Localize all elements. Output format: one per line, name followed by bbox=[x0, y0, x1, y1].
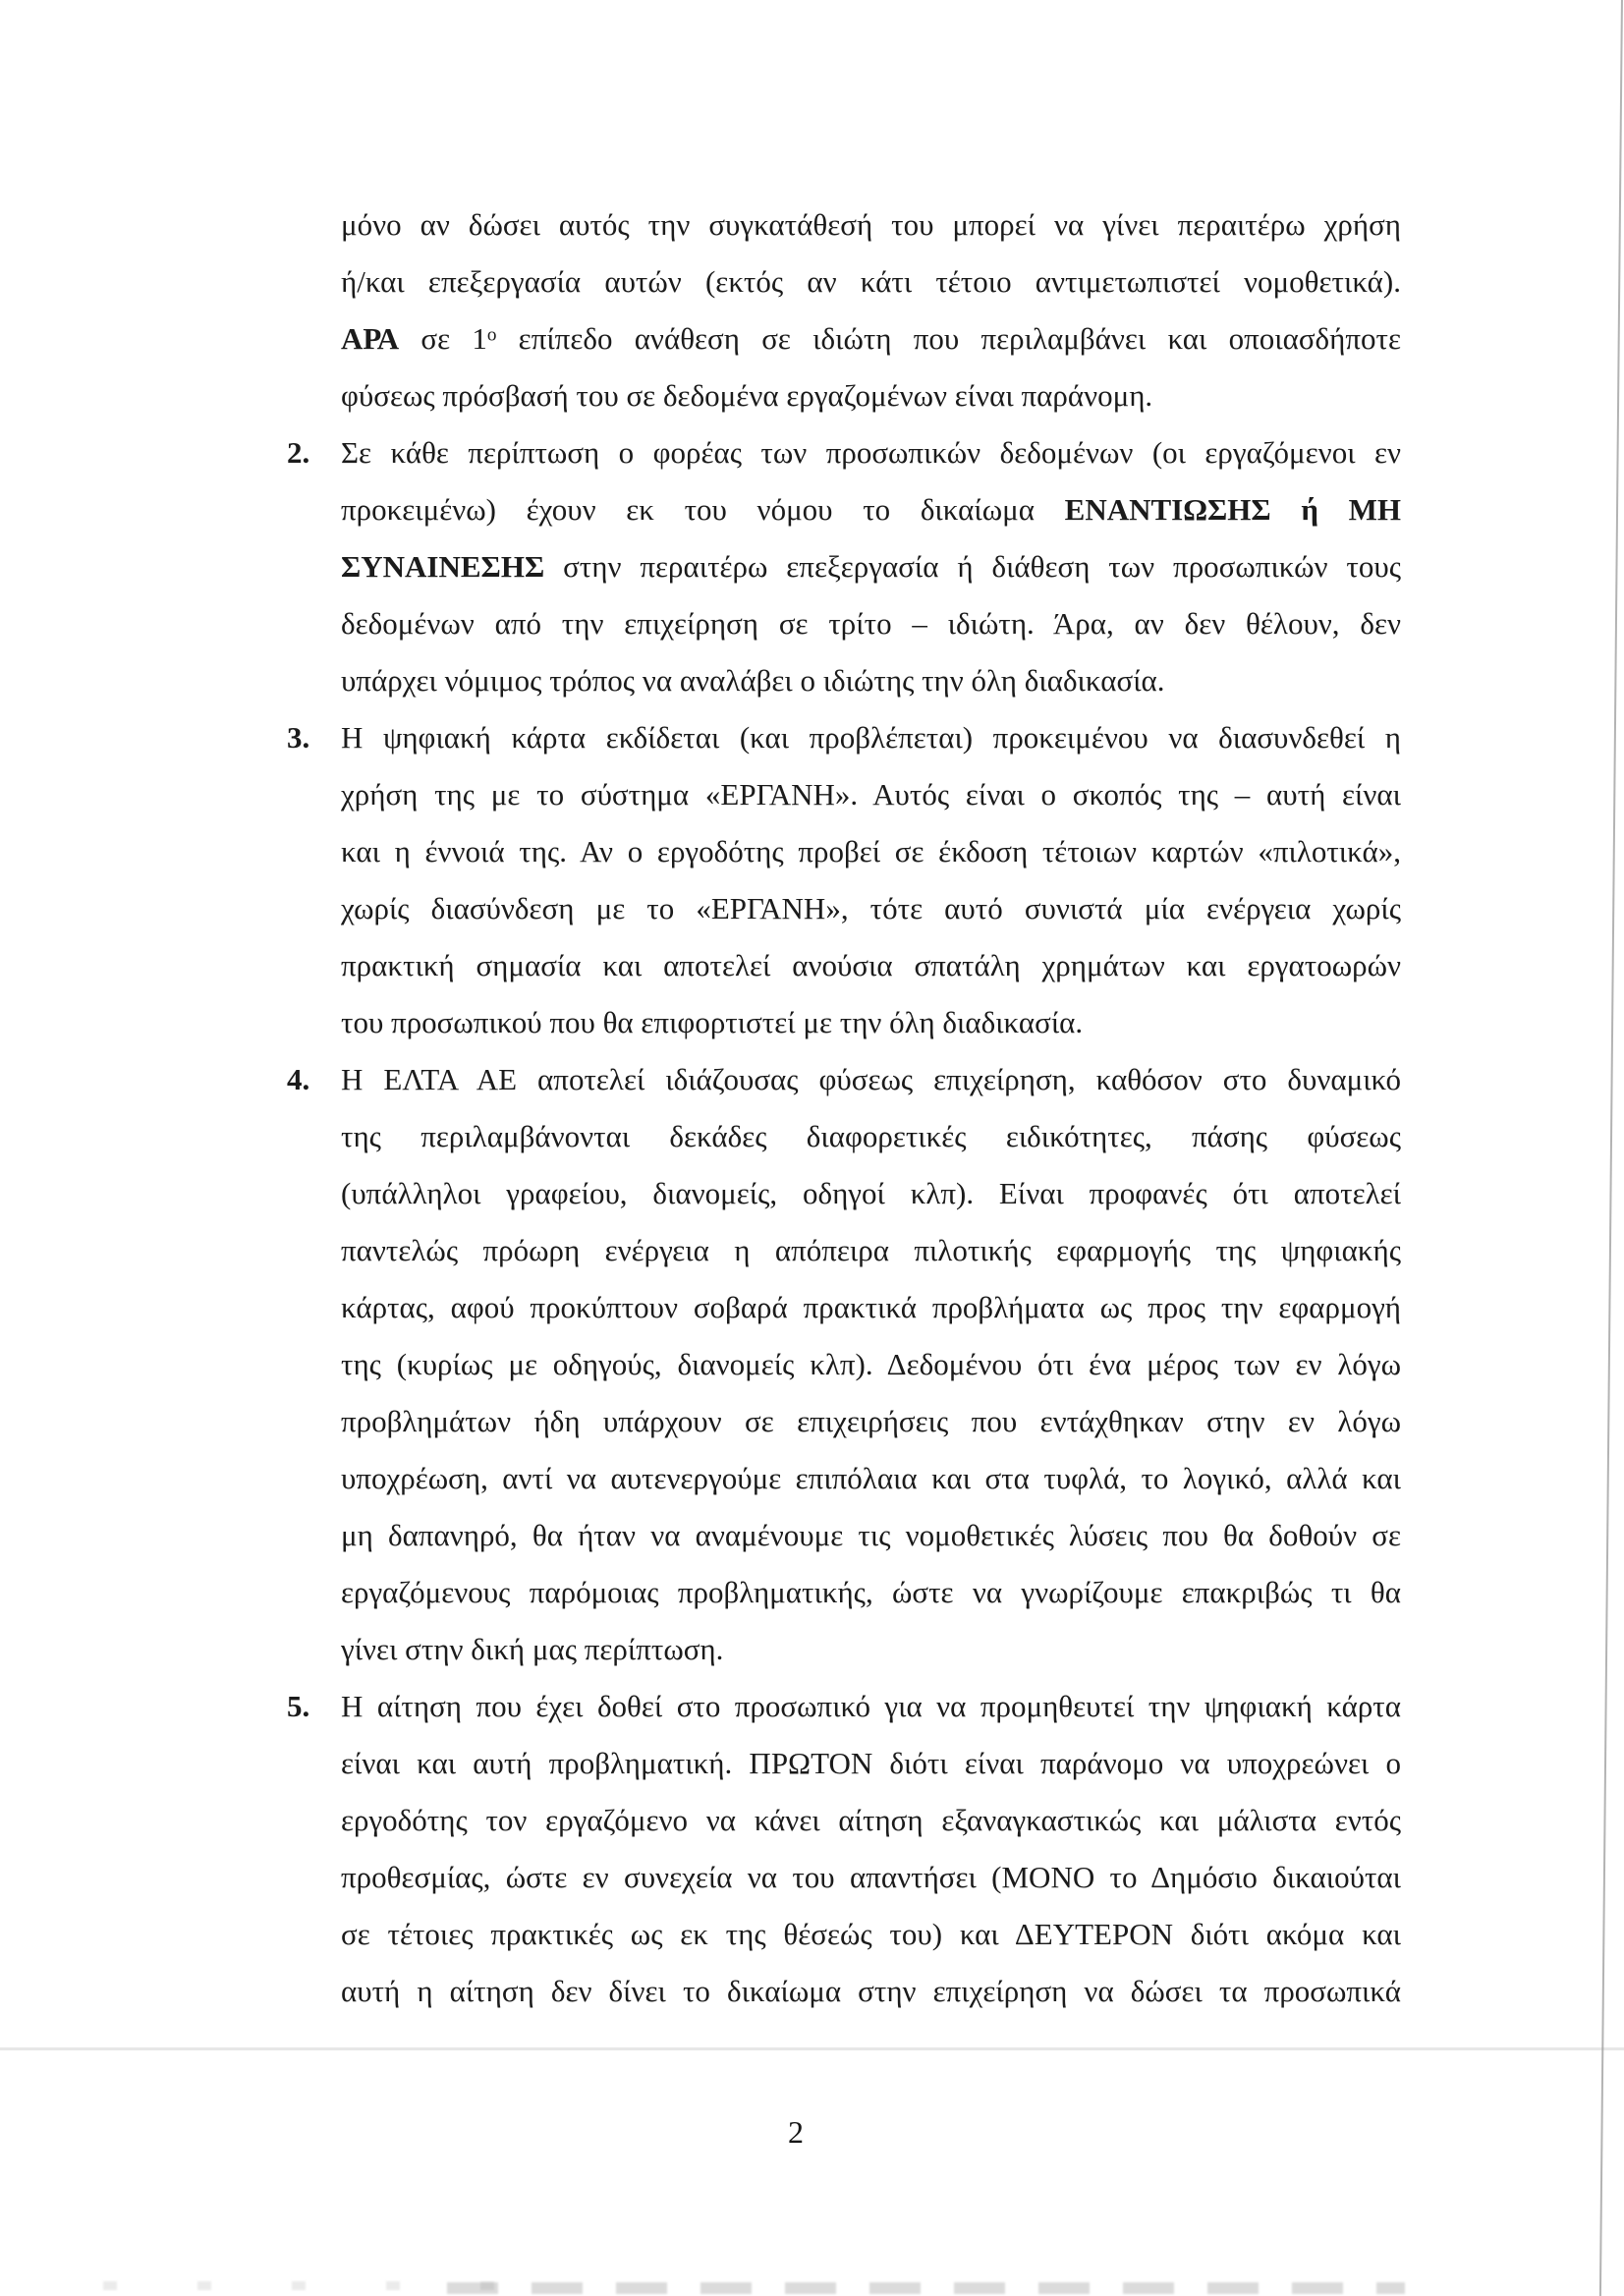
text-segment: Η ψηφιακή κάρτα εκδίδεται (και προβλέπεται) προκειμένου να διασυνδεθεί η bbox=[341, 720, 1401, 755]
text-line bbox=[341, 994, 1401, 1051]
text-segment: υπάρχει νόμιμος τρόπος να αναλάβει ο ιδιώτης την όλη διαδικασία. bbox=[341, 663, 1165, 698]
text-line bbox=[341, 1963, 1401, 2020]
item-marker: 5. bbox=[287, 1689, 310, 1723]
emphasized-text: ΕΝΑΝΤΙΩΣΗΣ ή ΜΗ bbox=[1064, 492, 1401, 527]
scan-artifact-bottom-right bbox=[447, 2282, 1405, 2294]
text-segment: πρακτική σημασία και αποτελεί ανούσια σπατάλη χρημάτων και εργατοωρών bbox=[341, 948, 1401, 982]
text-line bbox=[341, 823, 1401, 880]
text-segment: (υπάλληλοι γραφείου, διανομείς, οδηγοί κλπ). Είναι προφανές ότι αποτελεί bbox=[341, 1176, 1401, 1210]
text-line bbox=[341, 1906, 1401, 1963]
text-line bbox=[341, 1051, 1401, 1108]
text-segment: Η ΕΛΤΑ ΑΕ αποτελεί ιδιάζουσας φύσεως επιχείρηση, καθόσον στο δυναμικό bbox=[341, 1062, 1401, 1096]
text-line bbox=[341, 652, 1401, 709]
text-segment: χρήση της με το σύστημα «ΕΡΓΑΝΗ». Αυτός είναι ο σκοπός της – αυτή είναι bbox=[341, 777, 1401, 812]
emphasized-text: ΑΡΑ bbox=[341, 321, 400, 356]
text-segment: του προσωπικού που θα επιφορτιστεί με την όλη διαδικασία. bbox=[341, 1005, 1084, 1039]
list-item-5 bbox=[287, 1678, 1401, 2020]
text-segment: σε τέτοιες πρακτικές ως εκ της θέσεώς του) και ΔΕΥΤΕΡΟΝ διότι ακόμα και bbox=[341, 1917, 1401, 1951]
text-line bbox=[341, 367, 1401, 424]
text-line bbox=[341, 1678, 1401, 1735]
text-segment: επίπεδο ανάθεση σε ιδιώτη που περιλαμβάνει και οποιασδήποτε bbox=[496, 321, 1401, 356]
text-segment: μόνο αν δώσει αυτός την συγκατάθεσή του μπορεί να γίνει περαιτέρω χρήση bbox=[341, 207, 1401, 242]
text-line bbox=[341, 1792, 1401, 1849]
text-segment: ο bbox=[486, 324, 497, 346]
text-line bbox=[341, 1735, 1401, 1792]
text-segment: χωρίς διασύνδεση με το «ΕΡΓΑΝΗ», τότε αυτό συνιστά μία ενέργεια χωρίς bbox=[341, 891, 1401, 925]
text-line bbox=[341, 937, 1401, 994]
text-line bbox=[341, 1849, 1401, 1906]
text-line bbox=[341, 709, 1401, 766]
text-line bbox=[341, 481, 1401, 538]
text-segment: ή/και επεξεργασία αυτών (εκτός αν κάτι τέτοιο αντιμετωπιστεί νομοθετικά). bbox=[341, 264, 1401, 299]
text-segment: Σε κάθε περίπτωση ο φορέας των προσωπικών δεδομένων (οι εργαζόμενοι εν bbox=[341, 435, 1401, 470]
text-line bbox=[341, 538, 1401, 595]
text-line bbox=[341, 595, 1401, 652]
text-segment: της περιλαμβάνονται δεκάδες διαφορετικές ειδικότητες, πάσης φύσεως bbox=[341, 1119, 1401, 1153]
text-segment: σε 1 bbox=[399, 321, 487, 356]
text-line bbox=[341, 1279, 1401, 1336]
emphasized-text: ΣΥΝΑΙΝΕΣΗΣ bbox=[341, 549, 545, 584]
text-line bbox=[341, 1507, 1401, 1564]
text-segment: μη δαπανηρό, θα ήταν να αναμένουμε τις νομοθετικές λύσεις που θα δοθούν σε bbox=[341, 1518, 1401, 1552]
text-segment: εργαζόμενους παρόμοιας προβληματικής, ώστε να γνωρίζουμε επακριβώς τι θα bbox=[341, 1575, 1401, 1609]
text-segment: παντελώς πρόωρη ενέργεια η απόπειρα πιλοτικής εφαρμογής της ψηφιακής bbox=[341, 1233, 1401, 1267]
text-segment: Η αίτηση που έχει δοθεί στο προσωπικό για να προμηθευτεί την ψηφιακή κάρτα bbox=[341, 1689, 1401, 1723]
text-segment: κάρτας, αφού προκύπτουν σοβαρά πρακτικά προβλήματα ως προς την εφαρμογή bbox=[341, 1290, 1401, 1324]
text-line bbox=[341, 1621, 1401, 1678]
text-line bbox=[341, 766, 1401, 823]
text-line bbox=[341, 1450, 1401, 1507]
text-line bbox=[341, 1393, 1401, 1450]
text-segment: προκειμένω) έχουν εκ του νόμου το δικαίωμα bbox=[341, 492, 1065, 527]
text-segment: προθεσμίας, ώστε εν συνεχεία να του απαντήσει (ΜΟΝΟ το Δημόσιο δικαιούται bbox=[341, 1860, 1401, 1894]
text-segment: αυτή η αίτηση δεν δίνει το δικαίωμα στην επιχείρηση να δώσει τα προσωπικά bbox=[341, 1974, 1401, 2008]
text-segment: εργοδότης τον εργαζόμενο να κάνει αίτηση εξαναγκαστικώς και μάλιστα εντός bbox=[341, 1803, 1401, 1837]
text-line bbox=[341, 196, 1401, 253]
text-line bbox=[341, 253, 1401, 310]
scan-line-artifact bbox=[0, 2047, 1624, 2050]
text-line bbox=[341, 424, 1401, 481]
text-segment: υποχρέωση, αντί να αυτενεργούμε επιπόλαια και στα τυφλά, το λογικό, αλλά και bbox=[341, 1461, 1401, 1495]
text-line bbox=[341, 1336, 1401, 1393]
text-segment: της (κυρίως με οδηγούς, διανομείς κλπ). Δεδομένου ότι ένα μέρος των εν λόγω bbox=[341, 1347, 1401, 1381]
text-line bbox=[341, 1222, 1401, 1279]
list-item-3 bbox=[287, 709, 1401, 1051]
text-segment: προβλημάτων ήδη υπάρχουν σε επιχειρήσεις που εντάχθηκαν στην εν λόγω bbox=[341, 1404, 1401, 1438]
text-segment: γίνει στην δική μας περίπτωση. bbox=[341, 1632, 724, 1666]
list-item-2 bbox=[287, 424, 1401, 709]
text-line bbox=[341, 1165, 1401, 1222]
list-item-4 bbox=[287, 1051, 1401, 1678]
text-segment: και η έννοιά της. Αν ο εργοδότης προβεί σε έκδοση τέτοιων καρτών «πιλοτικά», bbox=[341, 834, 1401, 868]
text-line bbox=[341, 1108, 1401, 1165]
text-line bbox=[341, 310, 1401, 367]
list-item-1-continuation bbox=[341, 196, 1401, 424]
page-number: 2 bbox=[788, 2114, 804, 2150]
text-line bbox=[341, 880, 1401, 937]
page-edge-line bbox=[1599, 0, 1623, 2296]
text-segment: είναι και αυτή προβληματική. ΠΡΩΤΟΝ διότι είναι παράνομο να υποχρεώνει ο bbox=[341, 1746, 1401, 1780]
item-marker: 3. bbox=[287, 720, 310, 755]
document-body bbox=[287, 196, 1401, 2020]
text-segment: στην περαιτέρω επεξεργασία ή διάθεση των προσωπικών τους bbox=[544, 549, 1401, 584]
text-line bbox=[341, 1564, 1401, 1621]
text-segment: δεδομένων από την επιχείρηση σε τρίτο – ιδιώτη. Άρα, αν δεν θέλουν, δεν bbox=[341, 606, 1401, 641]
item-marker: 2. bbox=[287, 435, 310, 470]
text-segment: φύσεως πρόσβασή του σε δεδομένα εργαζομένων είναι παράνομη. bbox=[341, 378, 1153, 413]
item-marker: 4. bbox=[287, 1062, 310, 1096]
